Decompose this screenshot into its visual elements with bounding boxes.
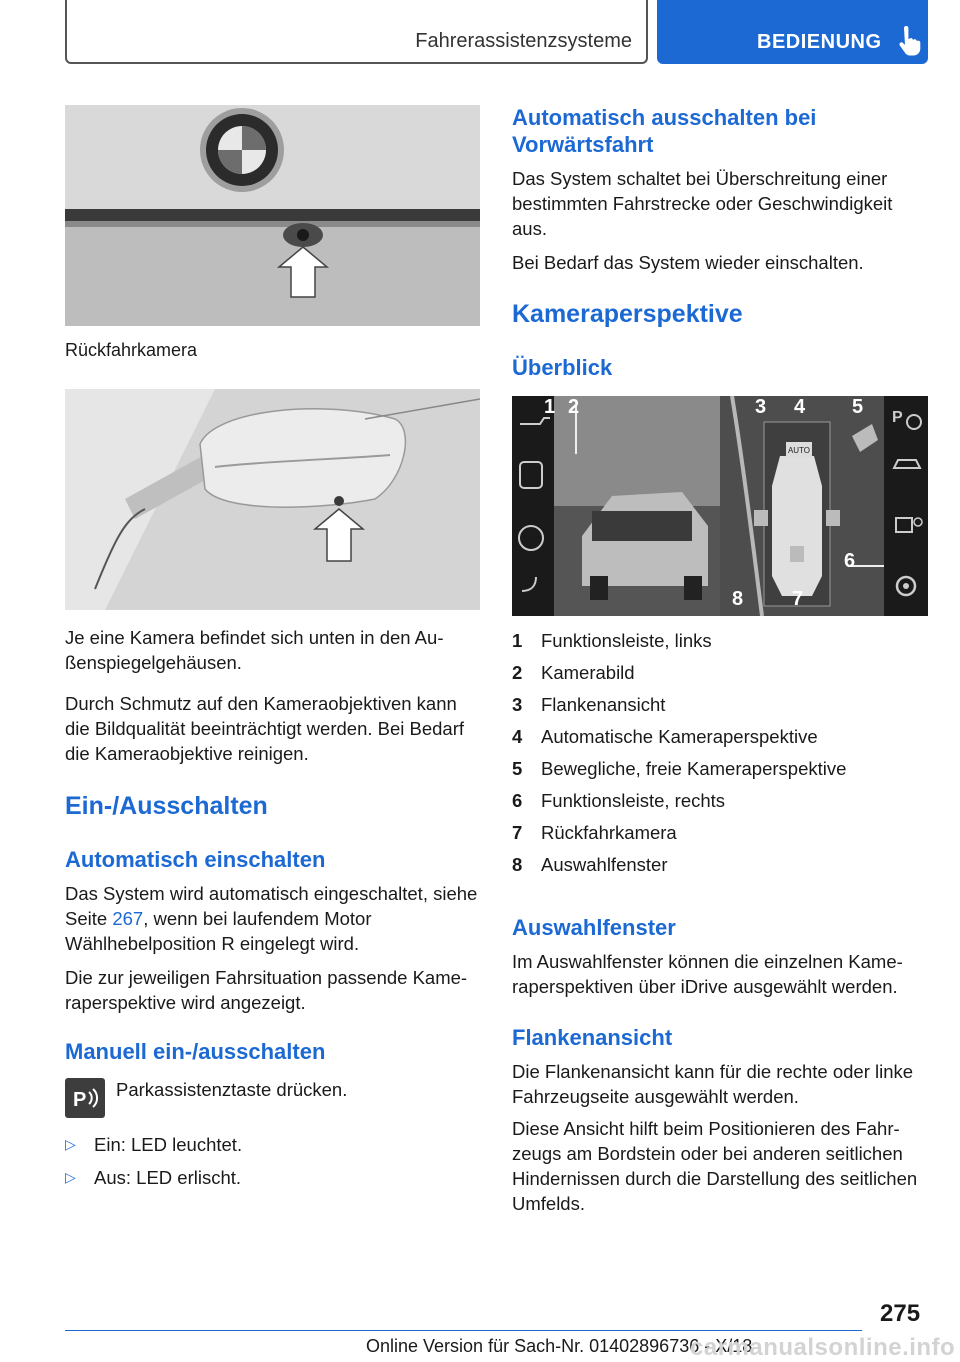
callout-6: 6 <box>844 550 856 572</box>
callout-2: 2 <box>568 396 580 418</box>
button-instruction: Parkassistenztaste drücken. <box>116 1079 348 1100</box>
para-mirror-camera: Je eine Kamera befindet sich unten in den Außenspiegelgehäusen. <box>65 627 444 673</box>
legend-item: 6 Funktionsleiste, rechts <box>512 790 726 811</box>
heading-on-off: Ein-/Ausschalten <box>65 792 268 820</box>
para-selection-window: Im Auswahlfenster können die einzelnen Kameraperspektiven über iDrive ausgewählt werden. <box>512 951 903 997</box>
heading-auto-off: Automatisch ausschalten bei Vorwärtsfahrt <box>512 105 817 157</box>
legend-item: 8 Auswahlfenster <box>512 854 668 875</box>
callout-1: 1 <box>544 396 556 418</box>
auto-badge: AUTO <box>787 446 811 455</box>
heading-selection-window: Auswahlfenster <box>512 915 676 940</box>
para-flank-1: Die Flankenansicht kann für die rechte oder linke Fahrzeugseite ausgewählt werden. <box>512 1061 914 1107</box>
page-link-267[interactable]: 267 <box>112 908 144 929</box>
auto-on-text-2: , wenn bei laufendem Motor Wählhebelposition R eingelegt wird. <box>65 908 372 954</box>
header-section-box <box>65 0 648 64</box>
park-assist-button-icon <box>65 1078 105 1118</box>
camera-display-screenshot <box>512 396 928 616</box>
p-symbol: P <box>892 409 903 426</box>
callout-3: 3 <box>755 396 767 418</box>
para-flank-2: Diese Ansicht hilft beim Positionieren des Fahrzeugs am Bordstein oder bei anderen seitlichen Hindernissen durch die Darstellung des seitlichen Umfelds. <box>512 1118 918 1214</box>
watermark: carmanualsonline.info <box>690 1334 956 1361</box>
heading-manual: Manuell ein-/ausschalten <box>65 1039 326 1064</box>
heading-auto-on: Automatisch einschalten <box>65 847 326 872</box>
rear-camera-photo <box>65 105 480 326</box>
footer-rule <box>65 1330 862 1331</box>
para-perspective: Die zur jeweiligen Fahrsituation passende Kameraperspektive wird angezeigt. <box>65 967 468 1013</box>
callout-7: 7 <box>792 588 804 610</box>
heading-flank-view: Flankenansicht <box>512 1025 673 1050</box>
bullet-on: ▷ Ein: LED leuchtet. <box>65 1133 243 1155</box>
bullet-off: ▷ Aus: LED erlischt. <box>65 1166 242 1188</box>
page-number: 275 <box>880 1300 921 1327</box>
heading-overview: Überblick <box>512 355 613 380</box>
led-bullets <box>65 1128 242 1194</box>
rear-camera-caption: Rückfahrkamera <box>65 340 198 360</box>
online-version-text: Online Version für Sach-Nr. 01402896736 - X/18 <box>366 1336 753 1356</box>
callout-5: 5 <box>852 396 864 418</box>
triangle-bullet-icon: ▷ <box>65 1136 76 1152</box>
legend-list <box>512 625 846 881</box>
callout-8: 8 <box>732 588 744 610</box>
hand-pointer-icon <box>897 26 923 56</box>
callout-4: 4 <box>794 396 806 418</box>
para-auto-off: Das System schaltet bei Überschreitung einer bestimmten Fahrstrecke oder Geschwindigkeit aus. <box>512 168 893 239</box>
legend-item: 3 Flankenansicht <box>512 694 666 715</box>
tab-label: BEDIENUNG <box>757 31 882 53</box>
legend-item: 5 Bewegliche, freie Kameraperspektive <box>512 758 847 779</box>
para-reenable: Bei Bedarf das System wieder einschalten. <box>512 252 864 273</box>
mirror-camera-photo <box>65 389 480 610</box>
para-dirt: Durch Schmutz auf den Kameraobjektiven kann die Bildqualität beeinträchtigt werden. Bei Bedarf die Kameraobjektive reinigen. <box>65 693 465 764</box>
legend-item: 1 Funktionsleiste, links <box>512 630 712 651</box>
legend-item: 2 Kamerabild <box>512 662 635 683</box>
triangle-bullet-icon: ▷ <box>65 1169 76 1185</box>
auto-on-text-1: Das System wird automatisch eingeschaltet, siehe Seite <box>65 883 478 929</box>
legend-item: 4 Automatische Kameraperspektive <box>512 726 818 747</box>
heading-camera-perspective: Kameraperspektive <box>512 300 743 328</box>
svg-text:P: P <box>73 1089 87 1111</box>
tab-bedienung[interactable] <box>657 0 928 64</box>
section-title: Fahrerassistenzsysteme <box>415 30 632 52</box>
legend-item: 7 Rückfahrkamera <box>512 822 677 843</box>
para-auto-on <box>65 881 480 956</box>
